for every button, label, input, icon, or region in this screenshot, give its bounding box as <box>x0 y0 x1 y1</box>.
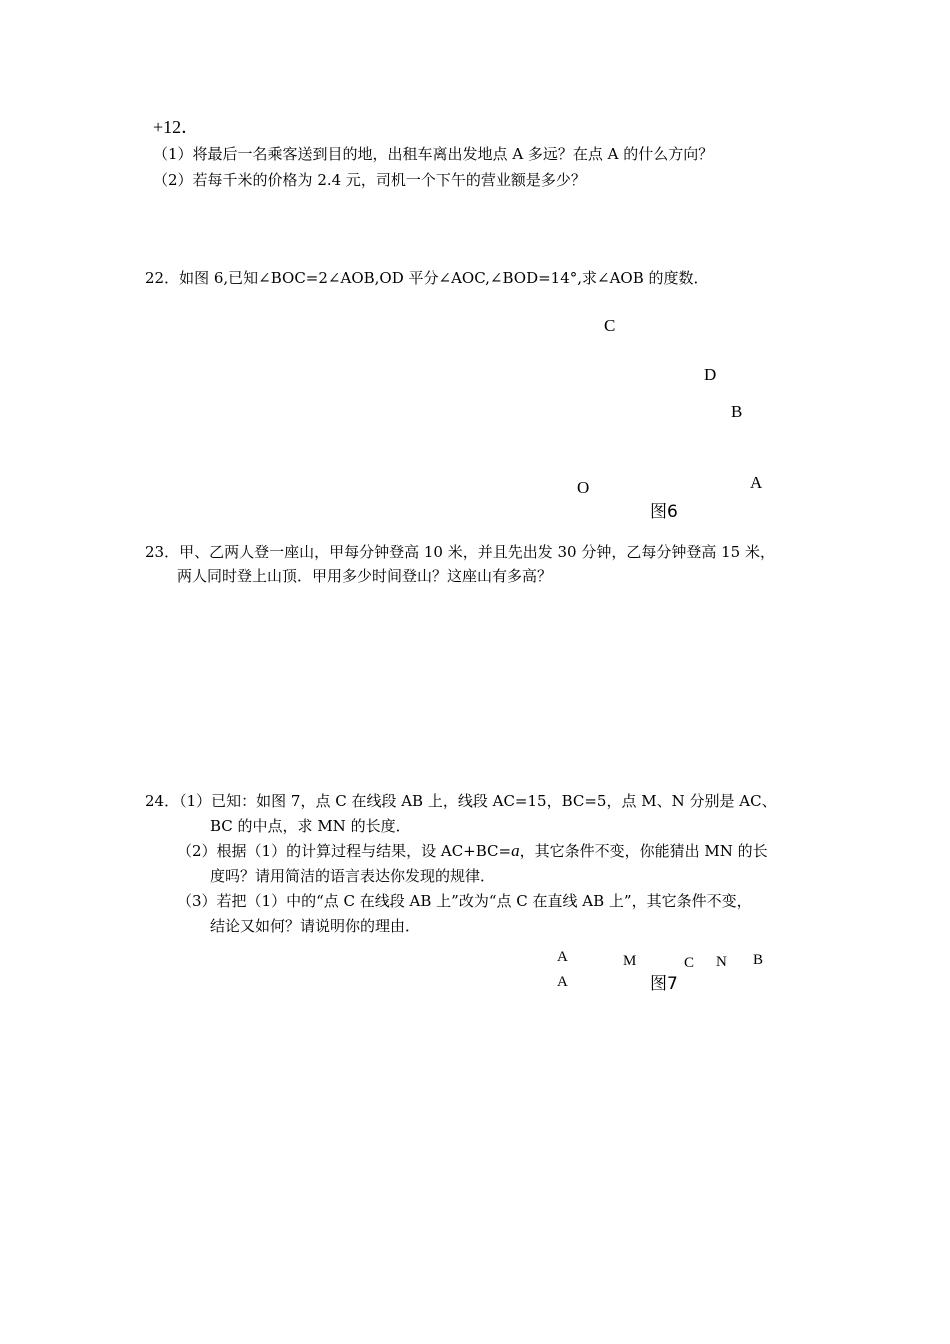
q21-part2: （2）若每千米的价格为 2.4 元，司机一个下午的营业额是多少？ <box>153 171 586 189</box>
q24-part1-line2: BC 的中点，求 MN 的长度． <box>210 817 411 835</box>
q24-part3-line2: 结论又如何？请说明你的理由． <box>210 917 421 935</box>
fig7-label-n: N <box>716 954 727 970</box>
fig6-caption: 图6 <box>650 502 678 522</box>
q24-part2-variable: a <box>511 841 520 860</box>
q23-line2: 两人同时登上山顶．甲用多少时间登山？这座山有多高？ <box>177 567 553 585</box>
fig7-label-b: B <box>753 952 764 968</box>
fig7-label-c: C <box>684 955 695 971</box>
q22-text: 22．如图 6,已知∠BOC=2∠AOB,OD 平分∠AOC,∠BOD=14°,求∠AOB 的度数． <box>145 269 709 287</box>
fig6-label-c: C <box>604 316 616 335</box>
fig7-label-a-top: A <box>557 949 568 965</box>
fig7-label-m: M <box>623 953 637 969</box>
q24-part2-text-b: ，其它条件不变，你能猜出 MN 的长 <box>519 842 768 860</box>
fig7-label-a-bottom: A <box>557 974 568 990</box>
q24-part1-line1: 24．（1）已知：如图 7，点 C 在线段 AB 上，线段 AC=15，BC=5，点 M、N 分别是 AC、 <box>145 792 777 810</box>
fig6-label-d: D <box>704 365 717 384</box>
q21-part1: （1）将最后一名乘客送到目的地，出租车离出发地点 A 多远？在点 A 的什么方向？ <box>153 145 714 163</box>
fig7-caption: 图7 <box>650 974 678 994</box>
fig6-label-a: A <box>750 473 763 492</box>
q23-line1: 23．甲、乙两人登一座山，甲每分钟登高 10 米，并且先出发 30 分钟，乙每分钟登高 15 米， <box>145 543 775 561</box>
q21-tail: +12． <box>153 117 200 137</box>
q24-part3-line1: （3）若把（1）中的“点 C 在线段 AB 上”改为“点 C 在直线 AB 上”，其它条件不变， <box>177 892 752 910</box>
q24-part2-text-a: （2）根据（1）的计算过程与结果，设 AC+BC= <box>177 842 512 860</box>
q24-part2-line2: 度吗？请用简洁的语言表达你发现的规律． <box>210 867 496 885</box>
q24-part2-line1 <box>177 841 768 861</box>
fig6-label-b: B <box>731 402 743 421</box>
fig6-label-o: O <box>577 478 590 497</box>
